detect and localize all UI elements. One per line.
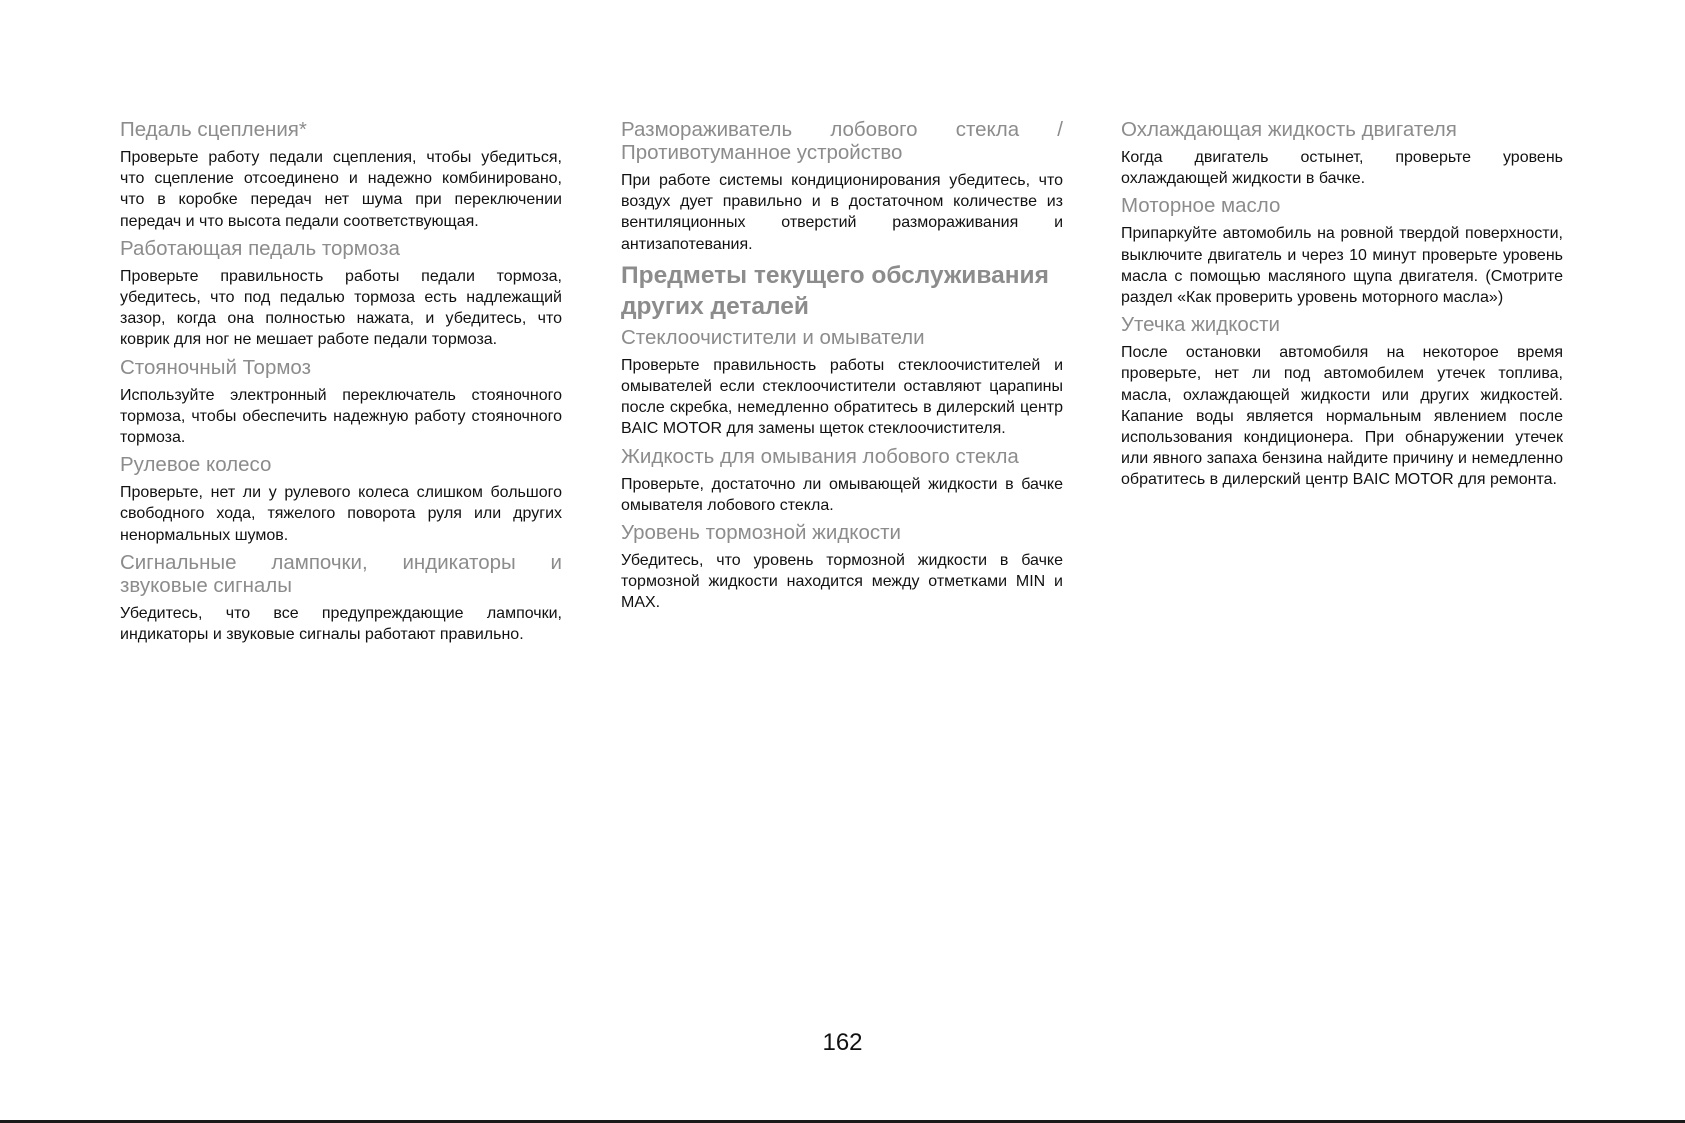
column-middle xyxy=(621,118,1063,619)
page-number: 162 xyxy=(822,1029,863,1056)
text-warning-lights: Убедитесь, что все предупреждающие лампочки, индикаторы и звуковые сигналы работают правильно. xyxy=(120,604,562,644)
text-parking-brake: Используйте электронный переключатель стояночного тормоза, чтобы обеспечить надежную работу стояночного тормоза. xyxy=(120,386,562,447)
heading-steering-wheel: Рулевое колесо xyxy=(120,453,272,477)
text-washer-fluid: Проверьте, достаточно ли омывающей жидкости в бачке омывателя лобового стекла. xyxy=(621,475,1063,514)
text-steering-wheel: Проверьте, нет ли у рулевого колеса слишком большого свободного хода, тяжелого поворота руля или других ненормальных шумов. xyxy=(120,484,562,544)
text-fluid-leak: После остановки автомобиля на некоторое время проверьте, нет ли под автомобилем утечек топлива, масла, охлаждающей жидкости или других жидкостей. Капание воды является нормальным явлением после использования кондиционера. При обнаружении утечек или явного запаха бензина найдите причину и немедленно обратитесь в дилерский центр BAIC MOTOR для ремонта. xyxy=(1121,344,1563,489)
heading-defroster: Размораживатель лобового стекла /Противотуманное устройство xyxy=(621,118,1063,164)
heading-warning-lights: Сигнальные лампочки, индикаторы и звуковые сигналы xyxy=(120,550,562,597)
heading-wipers: Стеклоочистители и омыватели xyxy=(621,325,925,349)
heading-brake-fluid: Уровень тормозной жидкости xyxy=(621,521,901,545)
heading-brake-pedal: Работающая педаль тормоза xyxy=(120,236,400,260)
heading-fluid-leak: Утечка жидкости xyxy=(1121,313,1280,337)
text-coolant: Когда двигатель остынет, проверьте уровень охлаждающей жидкости в бачке. xyxy=(1121,149,1563,188)
text-brake-pedal: Проверьте правильность работы педали тормоза, убедитесь, что под педалью тормоза есть надлежащий зазор, когда она полностью нажата, и убедитесь, что коврик для ног не мешает работе педали тормоза. xyxy=(120,267,562,349)
text-defroster: При работе системы кондиционирования убедитесь, что воздух дует правильно и в достаточном количестве из вентиляционных отверстий размораживания и антизапотевания. xyxy=(621,172,1063,253)
heading-washer-fluid: Жидкость для омывания лобового стекла xyxy=(621,444,1019,468)
text-clutch-pedal: Проверьте работу педали сцепления, чтобы убедиться, что сцепление отсоединено и надежно комбинировано, что в коробке передач нет шума при переключении передач и что высота педали соответствующая. xyxy=(120,149,562,230)
heading-engine-oil: Моторное масло xyxy=(1121,194,1281,218)
heading-other-maintenance: Предметы текущего обслуживания других деталей xyxy=(621,261,1049,320)
heading-clutch-pedal: Педаль сцепления* xyxy=(120,118,307,141)
text-engine-oil: Припаркуйте автомобиль на ровной твердой поверхности, выключите двигатель и через 10 минут проверьте уровень масла с помощью масляного щупа двигателя. (Смотрите раздел «Как проверить уровень моторного масла») xyxy=(1121,225,1563,307)
text-brake-fluid: Убедитесь, что уровень тормозной жидкости в бачке тормозной жидкости находится между отметками MIN и MAX. xyxy=(621,552,1063,612)
heading-parking-brake: Стояночный Тормоз xyxy=(120,355,312,379)
heading-coolant: Охлаждающая жидкость двигателя xyxy=(1121,118,1457,141)
column-left xyxy=(120,118,562,650)
text-wipers: Проверьте правильность работы стеклоочистителей и омывателей если стеклоочистители оставляют царапины после скребка, немедленно обратитесь в дилерский центр BAIC MOTOR для замены щеток стеклоочистителя. xyxy=(621,356,1063,438)
column-right xyxy=(1121,118,1563,496)
